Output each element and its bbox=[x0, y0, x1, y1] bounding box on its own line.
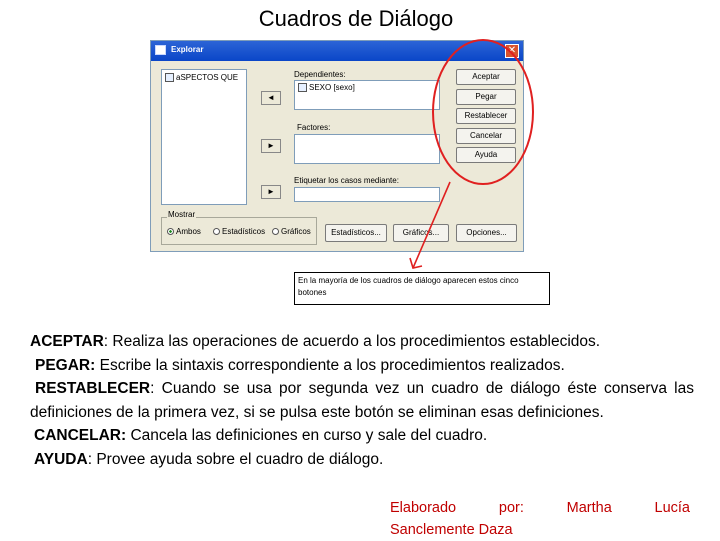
move-to-dependientes-button[interactable]: ◄ bbox=[261, 91, 281, 105]
dialog-title: Explorar bbox=[171, 45, 204, 54]
etiquetar-label: Etiquetar los casos mediante: bbox=[294, 176, 399, 185]
definition-aceptar bbox=[30, 330, 694, 354]
definition-cancelar bbox=[30, 424, 694, 448]
slide-title: Cuadros de Diálogo bbox=[258, 6, 454, 31]
pegar-button[interactable]: Pegar bbox=[456, 89, 516, 105]
definitions-text bbox=[30, 330, 694, 471]
graficos-button[interactable]: Gráficos... bbox=[393, 224, 449, 242]
term-restablecer: RESTABLECER bbox=[35, 380, 151, 397]
definition-ayuda bbox=[30, 448, 694, 472]
author-credit bbox=[390, 497, 690, 541]
aceptar-button[interactable]: Aceptar bbox=[456, 69, 516, 85]
desc-aceptar: : Realiza las operaciones de acuerdo a los procedimientos establecidos. bbox=[103, 333, 601, 350]
variable-label: aSPECTOS QUE bbox=[176, 73, 239, 82]
callout-arrow bbox=[413, 182, 450, 268]
radio-ambos-label: Ambos bbox=[176, 227, 201, 236]
callout-box: En la mayoría de los cuadros de diálogo aparecen estos cinco botones bbox=[294, 272, 550, 305]
desc-ayuda: : Provee ayuda sobre el cuadro de diálogo. bbox=[87, 450, 384, 468]
desc-cancelar: Cancela las definiciones en curso y sale del cuadro. bbox=[126, 427, 488, 444]
ayuda-button[interactable]: Ayuda bbox=[456, 147, 516, 163]
definition-restablecer-cont: definiciones de la primera vez, si se pulsa este botón se eliminan esas definiciones. bbox=[30, 403, 604, 421]
estadisticos-button[interactable]: Estadísticos... bbox=[325, 224, 387, 242]
dependientes-label: Dependientes: bbox=[294, 70, 346, 79]
dependiente-label: SEXO [sexo] bbox=[309, 83, 355, 92]
restablecer-button[interactable]: Restablecer bbox=[456, 108, 516, 124]
radio-graficos-label: Gráficos bbox=[281, 227, 311, 236]
close-icon[interactable]: ✕ bbox=[505, 44, 519, 58]
author-line-1: Elaborado por: Martha Lucía bbox=[390, 500, 690, 516]
author-line-2: Sanclemente Daza bbox=[390, 522, 513, 538]
radio-estadisticos-label: Estadísticos bbox=[222, 227, 266, 236]
cancelar-button[interactable]: Cancelar bbox=[456, 128, 516, 144]
term-pegar: PEGAR: bbox=[35, 356, 96, 374]
factores-label: Factores: bbox=[297, 123, 331, 132]
move-to-factores-button[interactable]: ► bbox=[261, 139, 281, 153]
mostrar-label: Mostrar bbox=[168, 210, 196, 219]
move-to-etiquetar-button[interactable]: ► bbox=[261, 185, 281, 199]
term-cancelar: CANCELAR: bbox=[34, 427, 127, 444]
term-aceptar: ACEPTAR bbox=[30, 333, 104, 350]
highlight-ellipse bbox=[433, 40, 533, 184]
desc-restablecer: : Cuando se usa por segunda vez un cuadro de diálogo éste conserva las bbox=[150, 380, 694, 397]
opciones-button[interactable]: Opciones... bbox=[456, 224, 517, 242]
term-ayuda: AYUDA bbox=[34, 450, 88, 468]
desc-pegar: Escribe la sintaxis correspondiente a los procedimientos realizados. bbox=[95, 356, 565, 374]
definition-restablecer bbox=[30, 377, 694, 401]
definition-pegar bbox=[30, 354, 694, 378]
